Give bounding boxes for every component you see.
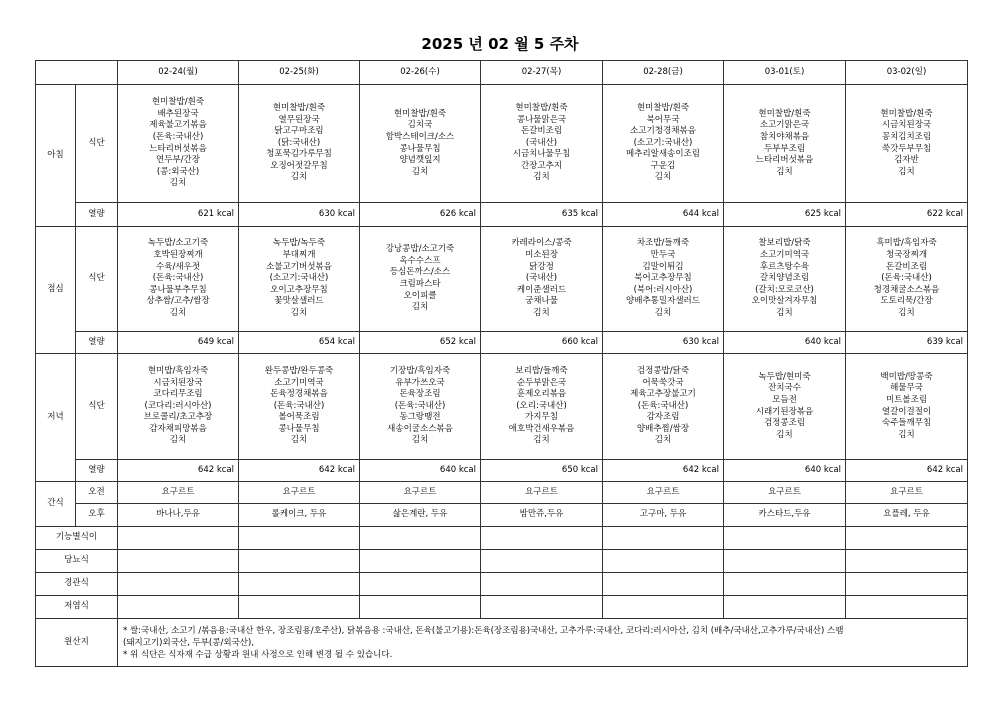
menu-item: 김치국 (407, 120, 433, 131)
corner-cell (36, 61, 118, 85)
menu-item: 콩나물맑은국 (516, 114, 567, 125)
menu-item: 완두콩밥/완두콩죽 (264, 365, 334, 376)
snack-pm-row (36, 504, 968, 527)
page-title: 2025 년 02 월 5 주차 (421, 35, 579, 53)
day-header: 02-24(월) (118, 61, 239, 85)
menu-item: 현미찰밥/흰죽 (272, 102, 326, 113)
menu-item: 열무된장국 (278, 114, 320, 125)
menu-item: 김자반 (894, 155, 919, 166)
menu-item: 현미찰밥/흰죽 (880, 108, 933, 119)
menu-item: (소고기:국내산) (633, 137, 693, 148)
menu-item: (소고기:국내산) (269, 273, 329, 284)
menu-item: 김치 (654, 435, 672, 446)
breakfast-menu-row (36, 85, 968, 203)
menu-item: 등심돈까스/소스 (389, 267, 451, 278)
low-salt-diet-row (36, 596, 968, 619)
pm-label: 오후 (76, 504, 118, 527)
menu-item: (돈육:국내산) (394, 400, 446, 411)
menu-item: 새송이굴소스볶음 (387, 423, 453, 434)
menu-item: 카레라이스/콩죽 (511, 238, 572, 249)
menu-cell (360, 227, 481, 332)
menu-item: 잔치국수 (768, 383, 801, 394)
menu-item: 소고기맑은국 (759, 120, 810, 131)
origin-line: * 위 식단은 식자재 수급 상황과 원내 사정으로 인해 변경 될 수 있습니다. (123, 649, 393, 660)
menu-item: 구운김 (650, 160, 676, 171)
menu-item: 돈육정경채볶음 (270, 389, 328, 400)
menu-item: 오이맛살겨자무침 (751, 296, 818, 307)
menu-item: (콩:외국산) (156, 166, 200, 177)
kcal-cell: 654 kcal (239, 332, 360, 354)
menu-item: 후르츠탕수육 (759, 261, 810, 272)
menu-item: 소불고기버섯볶음 (266, 261, 332, 272)
kcal-cell: 626 kcal (360, 203, 481, 227)
menu-item: 오이고추장무침 (270, 284, 328, 295)
menu-item: 김치 (776, 307, 793, 318)
origin-line: * 쌀:국내산, 소고기 /볶음용:국내산 한우, 장조림용/호주산), 닭볶음용 :국내산, 돈육(불고기용):돈육(장조림용)국내산, 고추가루:국내산, 코다리:러시아산, 김치 (배추/국내산,고추가루/국내산) 스팸 (123, 625, 844, 636)
dinner-label: 저녁 (36, 354, 76, 482)
menu-cell (239, 85, 360, 203)
menu-item: 강낭콩밥/소고기죽 (385, 244, 455, 255)
menu-item: 청국장찌개 (885, 250, 928, 261)
kcal-cell: 650 kcal (481, 460, 603, 482)
menu-cell (239, 227, 360, 332)
menu-item: 가지무침 (525, 412, 558, 423)
menu-item: 브로콜리/초고추장 (143, 412, 213, 423)
menu-item: (국내산) (525, 137, 558, 148)
menu-item: 북어고추장무침 (634, 273, 692, 284)
menu-item: 김치 (533, 172, 550, 183)
menu-cell (846, 85, 968, 203)
origin-note (118, 619, 968, 667)
menu-item: 제육불고기볶음 (149, 120, 207, 131)
menu-item: 느타리버섯볶음 (755, 155, 814, 166)
tube-feeding-row (36, 573, 968, 596)
menu-item: 소고기미역국 (759, 250, 810, 261)
kcal-cell: 642 kcal (118, 460, 239, 482)
breakfast-kcal-row (36, 203, 968, 227)
menu-item: 닭고구마조림 (274, 126, 324, 137)
menu-item: 양배추찜/쌈장 (636, 423, 690, 434)
menu-item: 시래기된장볶음 (755, 406, 814, 417)
day-header: 03-02(일) (846, 61, 968, 85)
menu-item: 돈갈비조림 (885, 261, 928, 272)
menu-item: 숙주들깨무침 (881, 418, 932, 429)
menu-item: 돈갈비조림 (520, 126, 563, 137)
menu-item: 감자채피망볶음 (149, 423, 207, 434)
menu-item: 김치 (776, 166, 793, 177)
functional-diet-label: 기능별식이 (36, 527, 118, 550)
menu-item: 순두부맑은국 (516, 377, 567, 388)
menu-cell (118, 354, 239, 460)
kcal-cell: 622 kcal (846, 203, 968, 227)
menu-item: (돈육:국내산) (273, 400, 325, 411)
day-header: 02-25(화) (239, 61, 360, 85)
menu-item: 백미밥/땅콩죽 (880, 371, 933, 382)
snack-cell: 요구르트 (846, 482, 968, 504)
menu-item: 콩나물부추무침 (149, 284, 207, 295)
menu-item: 김치 (533, 307, 550, 318)
kcal-cell: 625 kcal (724, 203, 846, 227)
menu-item: 현미찰밥/흰죽 (758, 108, 811, 119)
menu-item: 갈치양념조림 (759, 273, 810, 284)
menu-item: 현미찰밥/흰죽 (636, 102, 690, 113)
menu-item: 김치 (654, 307, 672, 318)
snack-label: 간식 (36, 482, 76, 527)
menu-item: (북어:러시아산) (633, 284, 693, 295)
kcal-cell: 642 kcal (846, 460, 968, 482)
meal-label: 식단 (76, 85, 118, 203)
menu-item: (돈육:국내산) (637, 400, 689, 411)
menu-item: 보리밥/들깨죽 (515, 365, 568, 376)
menu-item: 김치 (533, 435, 550, 446)
menu-item: 제육고추장불고기 (630, 389, 696, 400)
menu-cell (118, 227, 239, 332)
menu-item: 동그랑땡전 (399, 412, 441, 423)
menu-item: 부대찌개 (282, 250, 316, 261)
menu-item: 김치 (776, 429, 793, 440)
menu-item: 궁채나물 (525, 296, 558, 307)
menu-item: 오이피클 (403, 290, 437, 301)
menu-item: 볼어묵조림 (278, 412, 320, 423)
menu-cell (846, 354, 968, 460)
menu-item: 두부부조림 (763, 143, 806, 154)
menu-cell (724, 227, 846, 332)
menu-item: 콩나물무침 (278, 423, 320, 434)
menu-item: 옥수수스프 (399, 255, 441, 266)
menu-item: (닭:국내산) (277, 137, 321, 148)
menu-item: 참치야채볶음 (759, 131, 810, 142)
menu-item: 소고기미역국 (274, 377, 324, 388)
menu-item: 돈육장조림 (399, 389, 441, 400)
kcal-cell: 630 kcal (239, 203, 360, 227)
menu-cell (724, 354, 846, 460)
menu-cell (118, 85, 239, 203)
menu-item: 쑥갓두부무침 (881, 143, 932, 154)
menu-item: 김치 (411, 166, 429, 177)
snack-cell: 삶은계란, 두유 (360, 504, 481, 527)
kcal-cell: 640 kcal (360, 460, 481, 482)
snack-cell: 요플레, 두유 (846, 504, 968, 527)
menu-item: 흑미밥/흑임자죽 (876, 238, 937, 249)
menu-item: 시금치된장국 (881, 120, 932, 131)
menu-item: 시금치나물무침 (512, 149, 571, 160)
snack-cell: 요구르트 (603, 482, 724, 504)
menu-cell (603, 227, 724, 332)
menu-item: 해물무국 (890, 383, 923, 394)
breakfast-label: 아침 (36, 85, 76, 227)
tube-feeding-label: 경관식 (36, 573, 118, 596)
origin-row (36, 619, 968, 667)
weekly-menu-table (35, 60, 968, 667)
menu-item: 북어무국 (646, 114, 680, 125)
menu-item: 도토리묵/간장 (880, 296, 933, 307)
menu-item: 미소된장 (525, 250, 558, 261)
menu-item: (돈육:국내산) (152, 131, 204, 142)
kcal-cell: 621 kcal (118, 203, 239, 227)
menu-item: 현미찰밥/흰죽 (151, 97, 205, 108)
day-header-row (36, 61, 968, 85)
menu-item: 녹두밥/녹두죽 (272, 238, 326, 249)
origin-label: 원산지 (36, 619, 118, 667)
menu-item: 꽁치김치조림 (881, 131, 932, 142)
menu-item: 김치 (290, 172, 308, 183)
menu-cell (360, 85, 481, 203)
am-label: 오전 (76, 482, 118, 504)
dinner-kcal-row (36, 460, 968, 482)
dinner-menu-row (36, 354, 968, 460)
snack-cell: 카스타드,두유 (724, 504, 846, 527)
menu-item: 녹두밥/현미죽 (758, 371, 811, 382)
menu-item: 감자조림 (646, 412, 680, 423)
menu-item: 김치 (654, 172, 672, 183)
menu-item: 어묵쑥갓국 (642, 377, 684, 388)
menu-cell (481, 227, 603, 332)
menu-cell (603, 354, 724, 460)
menu-item: 시금치된장국 (153, 377, 203, 388)
menu-item: 김치 (169, 307, 187, 318)
snack-cell: 바나나,두유 (118, 504, 239, 527)
snack-cell: 요구르트 (118, 482, 239, 504)
menu-item: 유부가쓰오국 (395, 377, 445, 388)
calories-label: 열량 (76, 203, 118, 227)
origin-line: (돼지고기)외국산, 두부(콩/외국산), (123, 637, 254, 648)
menu-item: 김치 (898, 307, 915, 318)
menu-item: 케이준샐러드 (516, 284, 567, 295)
menu-cell (481, 85, 603, 203)
menu-item: 양념깻잎지 (399, 155, 441, 166)
menu-item: 김치 (169, 435, 187, 446)
menu-item: 소고기청경채볶음 (630, 126, 696, 137)
menu-cell (724, 85, 846, 203)
menu-item: 청포묵김가루무침 (266, 149, 332, 160)
menu-item: 녹두밥/소고기죽 (147, 238, 209, 249)
meal-label: 식단 (76, 354, 118, 460)
menu-item: 크림파스타 (399, 279, 441, 289)
functional-diet-row (36, 527, 968, 550)
lunch-menu-row (36, 227, 968, 332)
menu-item: 오징어젓갈무침 (270, 160, 328, 171)
kcal-cell: 660 kcal (481, 332, 603, 354)
calories-label: 열량 (76, 460, 118, 482)
snack-cell: 고구마, 두유 (603, 504, 724, 527)
menu-item: 함박스테이크/소스 (385, 131, 455, 142)
menu-item: 김치 (169, 178, 187, 189)
menu-item: 기장밥/흑임자죽 (389, 365, 451, 376)
snack-cell: 요구르트 (481, 482, 603, 504)
kcal-cell: 649 kcal (118, 332, 239, 354)
snack-cell: 요구르트 (239, 482, 360, 504)
lunch-kcal-row (36, 332, 968, 354)
menu-item: 모듬전 (772, 394, 797, 405)
day-header: 02-26(수) (360, 61, 481, 85)
menu-item: 찰보리밥/닭죽 (758, 238, 811, 249)
lunch-label: 점심 (36, 227, 76, 354)
menu-item: (오리:국내산) (516, 400, 567, 411)
menu-item: 양배추통밀자샐러드 (626, 296, 700, 307)
menu-item: 차조밥/들깨죽 (636, 238, 690, 249)
menu-item: 배추된장국 (157, 108, 199, 119)
menu-item: (갈치:모로코산) (755, 284, 814, 295)
menu-item: (돈육:국내산) (152, 273, 204, 284)
menu-item: 검정콩조림 (763, 418, 806, 429)
menu-item: (국내산) (525, 273, 558, 284)
menu-item: 청경채굴소스볶음 (873, 284, 940, 295)
menu-item: 현미밥/흑임자죽 (147, 365, 209, 376)
kcal-cell: 642 kcal (239, 460, 360, 482)
menu-item: 열갈이걸절이 (881, 406, 932, 417)
menu-item: 간장고추지 (520, 160, 563, 171)
menu-item: 코다리무조림 (153, 389, 203, 400)
menu-item: 메추리알새송이조림 (626, 149, 700, 160)
menu-item: 김치 (290, 435, 308, 446)
meal-label: 식단 (76, 227, 118, 332)
menu-item: 꽃맛살샐러드 (274, 296, 324, 307)
menu-item: (코다리:러시아산) (144, 400, 212, 411)
menu-item: 미트볼조림 (885, 394, 928, 405)
snack-cell: 롤케이크, 두유 (239, 504, 360, 527)
snack-cell: 요구르트 (724, 482, 846, 504)
menu-item: 김말이튀김 (642, 261, 684, 272)
snack-am-row (36, 482, 968, 504)
menu-cell (603, 85, 724, 203)
menu-item: 애호박건새우볶음 (508, 423, 575, 434)
menu-item: 검정콩밥/닭죽 (636, 365, 690, 376)
menu-item: 콩나물무침 (399, 143, 441, 154)
day-header: 02-27(목) (481, 61, 603, 85)
snack-cell: 요구르트 (360, 482, 481, 504)
menu-item: 김치 (898, 166, 915, 177)
kcal-cell: 642 kcal (603, 460, 724, 482)
kcal-cell: 652 kcal (360, 332, 481, 354)
menu-item: 느타리버섯볶음 (149, 143, 207, 154)
kcal-cell: 630 kcal (603, 332, 724, 354)
menu-item: (돈육:국내산) (881, 273, 932, 284)
menu-item: 호박된장찌개 (153, 250, 203, 261)
diabetic-diet-label: 당뇨식 (36, 550, 118, 573)
diabetic-diet-row (36, 550, 968, 573)
menu-item: 김치 (898, 429, 915, 440)
kcal-cell: 639 kcal (846, 332, 968, 354)
menu-item: 닭강정 (529, 261, 554, 272)
menu-item: 현미찰밥/흰죽 (515, 102, 568, 113)
menu-item: 만두국 (650, 250, 676, 261)
kcal-cell: 640 kcal (724, 332, 846, 354)
day-header: 02-28(금) (603, 61, 724, 85)
kcal-cell: 644 kcal (603, 203, 724, 227)
menu-item: 김치 (411, 302, 429, 313)
menu-item: 김치 (290, 307, 308, 318)
menu-item: 연두부/간장 (156, 155, 200, 166)
snack-cell: 밤만쥬,두유 (481, 504, 603, 527)
menu-item: 김치 (411, 435, 429, 446)
menu-item: 수육/새우젓 (156, 261, 200, 272)
menu-item: 현미찰밥/흰죽 (393, 108, 447, 119)
menu-item: 훈제오리볶음 (516, 389, 567, 400)
menu-cell (846, 227, 968, 332)
menu-cell (360, 354, 481, 460)
low-salt-diet-label: 저염식 (36, 596, 118, 619)
menu-cell (239, 354, 360, 460)
menu-cell (481, 354, 603, 460)
day-header: 03-01(토) (724, 61, 846, 85)
kcal-cell: 635 kcal (481, 203, 603, 227)
calories-label: 열량 (76, 332, 118, 354)
menu-item: 상추쌈/고추/쌈장 (146, 296, 210, 307)
kcal-cell: 640 kcal (724, 460, 846, 482)
